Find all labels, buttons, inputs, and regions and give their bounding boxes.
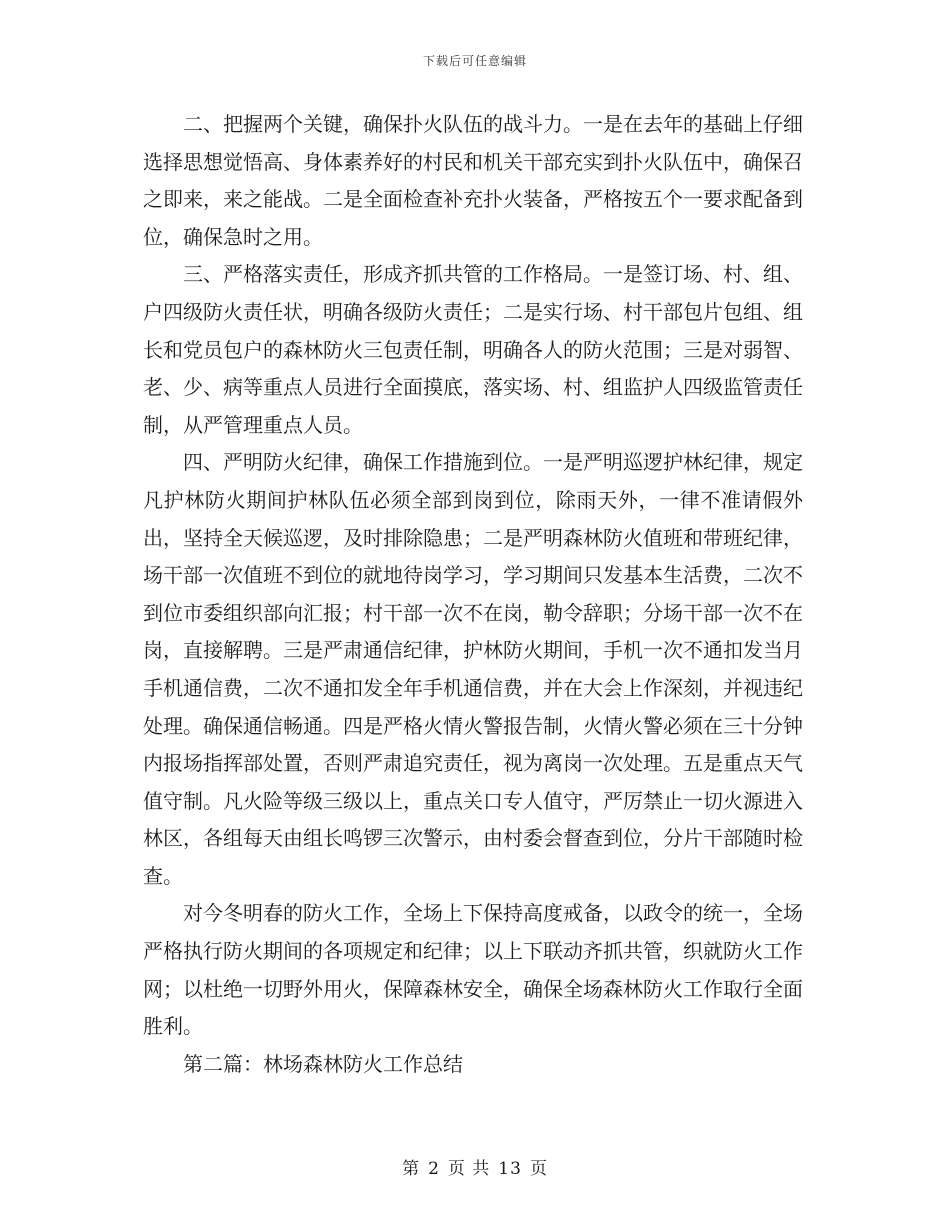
header-note: 下载后可任意编辑	[422, 54, 527, 68]
paragraph-discipline: 四、严明防火纪律，确保工作措施到位。一是严明巡逻护林纪律，规定凡护林防火期间护林队伍必须全部到岗到位，除雨天外，一律不准请假外出，坚持全天候巡逻，及时排除隐患；二是严明森林防火值班和带班纪律，场干部一次值班不到位的就地待岗学习，学习期间只发基本生活费，二次不到位市委组织部向汇报；村干部一次不在岗，勒令辞职；分场干部一次不在岗，直接解聘。三是严肃通信纪律，护林防火期间，手机一次不通扣发当月手机通信费，二次不通扣发全年手机通信费，并在大会上作深刻，并视违纪处理。确保通信畅通。四是严格火情火警报告制，火情火警必须在三十分钟内报场指挥部处置，否则严肃追究责任，视为离岗一次处理。五是重点天气值守制。凡火险等级三级以上，重点关口专人值守，严厉禁止一切火源进入林区，各组每天由组长鸣锣三次警示，由村委会督查到位，分片干部随时检查。	[143, 450, 803, 888]
document-body	[143, 106, 803, 1083]
paragraph-conclusion: 对今冬明春的防火工作，全场上下保持高度戒备，以政令的统一，全场严格执行防火期间的各项规定和纪律；以上下联动齐抓共管，织就防火工作网；以杜绝一切野外用火，保障森林安全，确保全场森林防火工作取行全面胜利。	[143, 901, 803, 1039]
page-number-total: 13	[498, 1159, 522, 1179]
section-heading-part-two: 第二篇：林场森林防火工作总结	[183, 1051, 463, 1076]
page-footer	[0, 1154, 950, 1179]
page-footer-prefix: 第	[402, 1159, 421, 1179]
paragraph-key-points: 二、把握两个关键，确保扑火队伍的战斗力。一是在去年的基础上仔细选择思想觉悟高、身体素养好的村民和机关干部充实到扑火队伍中，确保召之即来，来之能战。二是全面检查补充扑火装备，严格按五个一要求配备到位，确保急时之用。	[143, 112, 803, 249]
page-footer-suffix: 页	[529, 1159, 548, 1179]
page-number-current: 2	[428, 1159, 440, 1179]
page-footer-middle: 页 共	[447, 1159, 491, 1179]
paragraph-responsibility: 三、严格落实责任，形成齐抓共管的工作格局。一是签订场、村、组、户四级防火责任状，明确各级防火责任；二是实行场、村干部包片包组、组长和党员包户的森林防火三包责任制，明确各人的防火范围；三是对弱智、老、少、病等重点人员进行全面摸底，落实场、村、组监护人四级监管责任制，从严管理重点人员。	[143, 262, 803, 437]
